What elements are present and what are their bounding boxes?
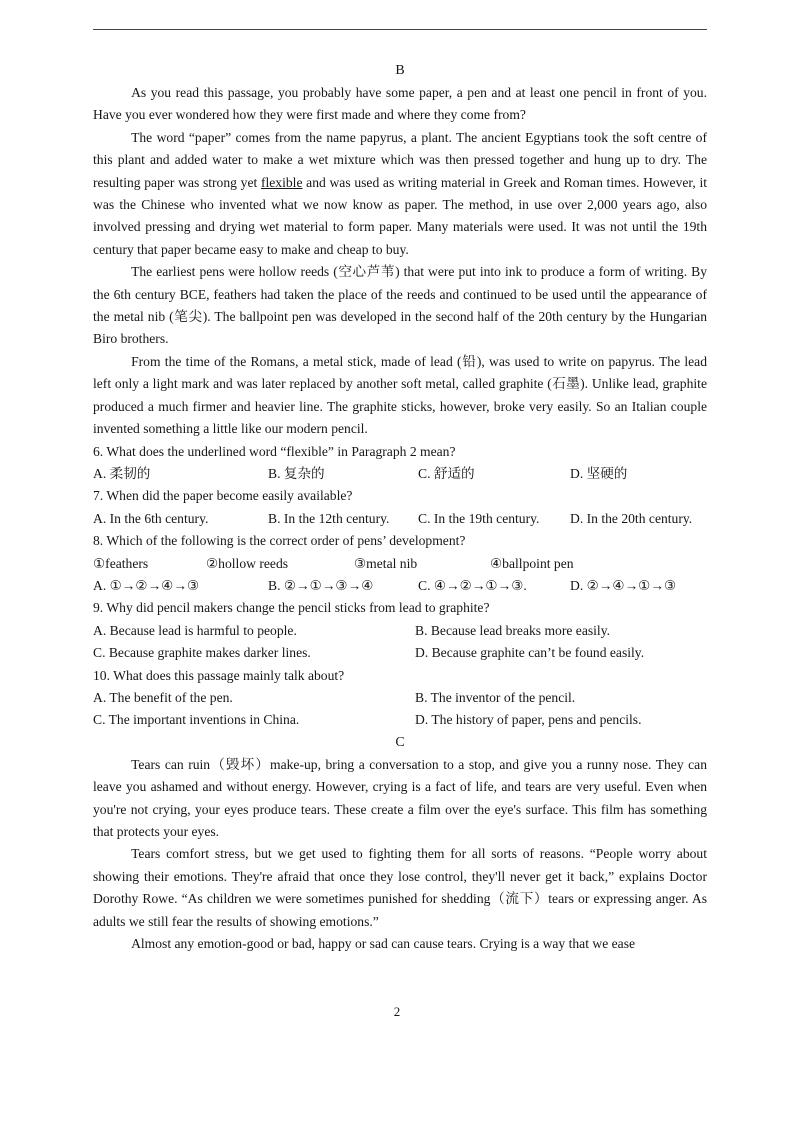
question-8-options <box>93 575 707 597</box>
p2-text-before: The word “paper” comes from the name papyrus, a plant. The ancient Egyptians took the soft centre of this plant and added water to make a wet mixture which was then pressed together and hung up to dry. The resulting paper was strong yet <box>93 129 707 190</box>
question-9-stem: 9. Why did pencil makers change the pencil sticks from lead to graphite? <box>93 600 490 616</box>
q8-item-2: ②hollow reeds <box>206 555 289 571</box>
q9-option-d: D. Because graphite can’t be found easily. <box>415 645 645 661</box>
question-7-stem: 7. When did the paper become easily available? <box>93 488 353 504</box>
section-b-paragraph-4: From the time of the Romans, a metal stick, made of lead (铅), was used to write on papyrus. The lead left only a light mark and was later replaced by another soft metal, called graphite (石墨). Unlike lead, graphite produced a much firmer and heavier line. The graphite sticks, however, broke very easily. So an Italian couple invented something a little like our modern pencil. <box>93 353 707 437</box>
section-c-paragraph-1: Tears can ruin（毁坏）make-up, bring a conversation to a stop, and give you a runny nose. They can leave you ashamed and without energy. However, crying is a fact of life, and tears are very useful. Even when you're not crying, your eyes produce tears. These create a film over the eye's surface. This film has something that protects your eyes. <box>93 756 707 839</box>
q7-option-d: D. In the 20th century. <box>570 510 693 526</box>
question-8-stem: 8. Which of the following is the correct order of pens’ development? <box>93 533 466 549</box>
page-number: 2 <box>393 1004 401 1019</box>
q9-option-b: B. Because lead breaks more easily. <box>415 622 611 638</box>
section-b-paragraph-2 <box>93 127 707 261</box>
question-6-stem: 6. What does the underlined word “flexible” in Paragraph 2 mean? <box>93 443 456 459</box>
section-b-paragraph-1: As you read this passage, you probably have some paper, a pen and at least one pencil in front of you. Have you ever wondered how they were first made and where they come from? <box>93 85 707 123</box>
q8-item-1: ①feathers <box>93 555 149 571</box>
q9-option-a: A. Because lead is harmful to people. <box>93 622 297 638</box>
q6-option-c: C. 舒适的 <box>418 465 475 481</box>
q8-option-d: D. ②→④→①→③ <box>570 577 677 593</box>
underlined-word-flexible: flexible <box>260 174 303 190</box>
question-8-items <box>93 553 707 575</box>
section-c-paragraph-3: Almost any emotion-good or bad, happy or sad can cause tears. Crying is a way that we ease <box>131 936 636 952</box>
q8-option-b: B. ②→①→③→④ <box>268 577 374 593</box>
q10-option-d: D. The history of paper, pens and pencils. <box>415 712 642 728</box>
q6-option-a: A. 柔韧的 <box>93 465 151 481</box>
question-6-options <box>93 463 707 485</box>
q10-option-b: B. The inventor of the pencil. <box>415 689 576 705</box>
q7-option-b: B. In the 12th century. <box>268 510 390 526</box>
section-b-paragraph-3: The earliest pens were hollow reeds (空心芦苇) that were put into ink to produce a form of writing. By the 6th century BCE, feathers had taken the place of the reeds and continued to be used until the appearance of the metal nib (笔尖). The ballpoint pen was developed in the second half of the 20th century by the Hungarian Biro brothers. <box>93 264 707 347</box>
q8-option-a: A. ①→②→④→③ <box>93 577 200 593</box>
q6-option-d: D. 坚硬的 <box>570 465 628 481</box>
q6-option-b: B. 复杂的 <box>268 465 325 481</box>
top-rule <box>93 29 707 30</box>
section-c-heading: C <box>395 734 405 750</box>
section-b-heading: B <box>395 63 405 78</box>
q10-option-c: C. The important inventions in China. <box>93 712 300 728</box>
q8-item-4: ④ballpoint pen <box>490 555 574 571</box>
section-c-paragraph-2: Tears comfort stress, but we get used to fighting them for all sorts of reasons. “People worry about showing their emotions. They're afraid that once they lose control, they'll never get it back,” explains Doctor Dorothy Rowe. “As children we were sometimes punished for shedding（流下）tears or expressing anger. As adults we still fear the results of showing emotions.” <box>93 846 707 929</box>
q8-item-3: ③metal nib <box>354 555 418 571</box>
q10-option-a: A. The benefit of the pen. <box>93 689 233 705</box>
question-7-options <box>93 508 707 530</box>
q7-option-c: C. In the 19th century. <box>418 510 540 526</box>
q8-option-c: C. ④→②→①→③. <box>418 577 527 593</box>
question-10-stem: 10. What does this passage mainly talk about? <box>93 667 345 683</box>
q7-option-a: A. In the 6th century. <box>93 510 209 526</box>
question-9-options <box>93 620 707 665</box>
page-content <box>93 60 707 955</box>
p2-text-after: and was used as writing material in Greek and Roman times. However, it was the Chinese who invented what we now know as paper. The method, in use over 2,000 years ago, also involved pressing and drying wet material to form paper. Many materials were used. It was not until the 19th century that paper became easy to make and cheap to buy. <box>93 174 708 257</box>
q9-option-c: C. Because graphite makes darker lines. <box>93 645 311 661</box>
question-10-options <box>93 687 707 732</box>
